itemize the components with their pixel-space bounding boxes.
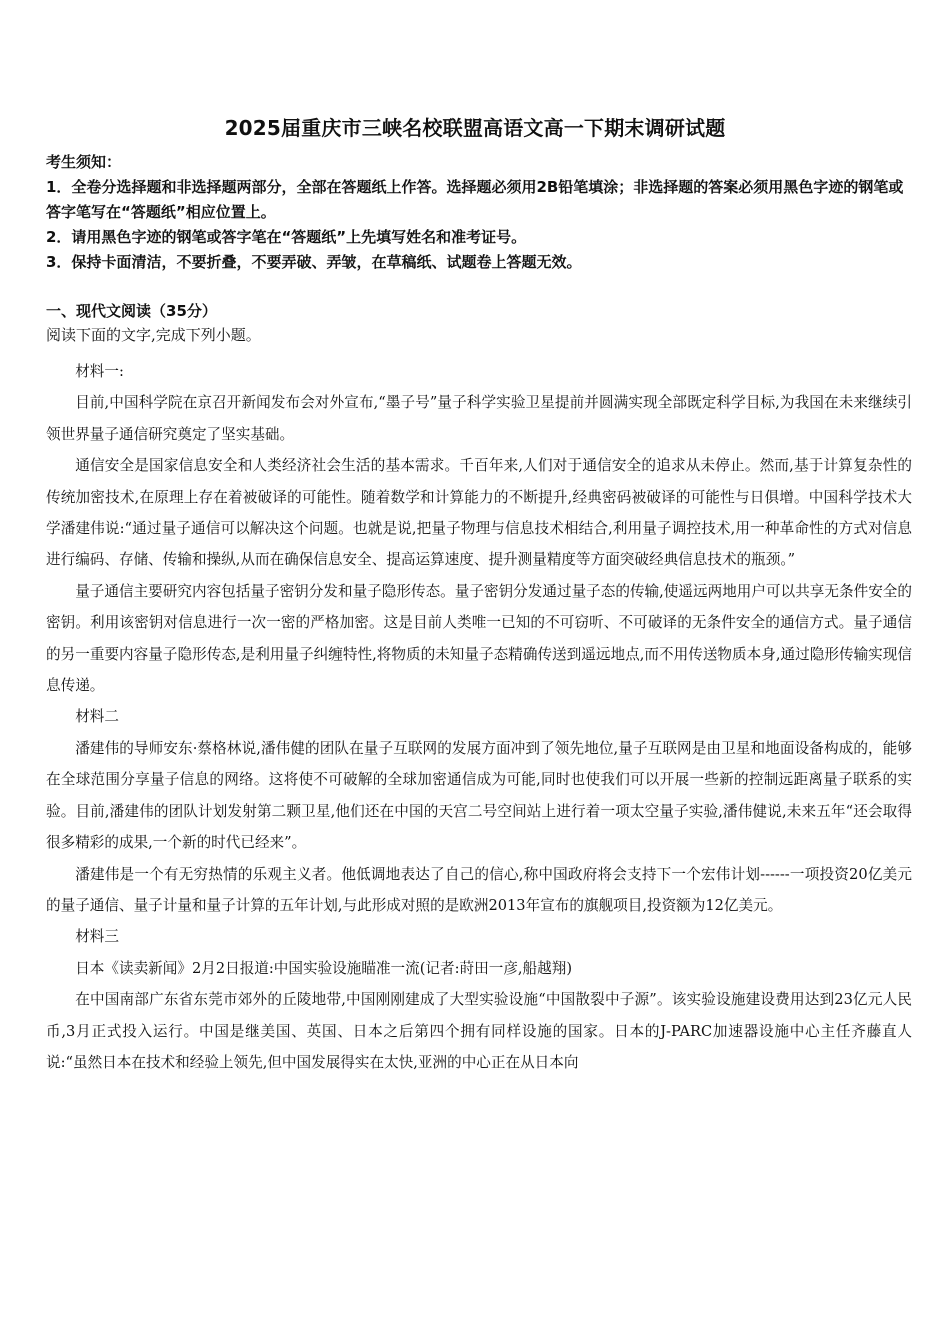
notice-heading: 考生须知： <box>46 153 122 171</box>
notice-item: 2．请用黑色字迹的钢笔或答字笔在“答题纸”上先填写姓名和准考证号。 <box>46 228 527 246</box>
section-heading: 一、现代文阅读（35分） <box>46 302 217 320</box>
reading-passage <box>46 356 912 1078</box>
passage-paragraph: 目前,中国科学院在京召开新闻发布会对外宣布,“墨子号”量子科学实验卫星提前并圆满实现全部既定科学目标,为我国在未来继续引领世界量子通信研究奠定了坚实基础。 <box>46 394 912 443</box>
reading-section <box>46 300 912 347</box>
exam-title: 2025届重庆市三峡名校联盟高语文高一下期末调研试题 <box>224 116 726 140</box>
passage-label: 材料一: <box>75 363 124 380</box>
passage-paragraph: 在中国南部广东省东莞市郊外的丘陵地带,中国刚刚建成了大型实验设施“中国散裂中子源”。该实验设施建设费用达到23亿元人民币,3月正式投入运行。中国是继美国、英国、日本之后第四个拥有同样设施的国家。日本的J-PARC加速器设施中心主任齐藤直人说:“虽然日本在技术和经验上领先,但中国发展得实在太快,亚洲的中心正在从日本向 <box>46 991 912 1071</box>
passage-label: 材料二 <box>75 708 119 726</box>
passage-paragraph: 通信安全是国家信息安全和人类经济社会生活的基本需求。千百年来,人们对于通信安全的追求从未停止。然而,基于计算复杂性的传统加密技术,在原理上存在着被破译的可能性。随着数学和计算能力的不断提升,经典密码被破译的可能性与日俱增。中国科学技术大学潘建伟说:“通过量子通信可以解决这个问题。也就是说,把量子物理与信息技术相结合,利用量子调控技术,用一种革命性的方式对信息进行编码、存储、传输和操纵,从而在确保信息安全、提高运算速度、提升测量精度等方面突破经典信息技术的瓶颈。” <box>46 457 912 569</box>
passage-paragraph: 量子通信主要研究内容包括量子密钥分发和量子隐形传态。量子密钥分发通过量子态的传输,使遥远两地用户可以共享无条件安全的密钥。利用该密钥对信息进行一次一密的严格加密。这是目前人类唯一已知的不可窃听、不可破译的无条件安全的通信方式。量子通信的另一重要内容量子隐形传态,是利用量子纠缠特性,将物质的未知量子态精确传送到遥远地点,而不用传送物质本身,通过隐形传输实现信息传递。 <box>46 582 912 695</box>
notice-item: 3．保持卡面清洁，不要折叠，不要弄破、弄皱，在草稿纸、试题卷上答题无效。 <box>46 253 582 271</box>
candidate-notice <box>46 150 912 275</box>
notice-item: 1．全卷分选择题和非选择题两部分，全部在答题纸上作答。选择题必须用2B铅笔填涂；非选择题的答案必须用黑色字迹的钢笔或答字笔写在“答题纸”相应位置上。 <box>46 178 904 221</box>
passage-label: 材料三 <box>75 928 119 946</box>
section-instruction: 阅读下面的文字,完成下列小题。 <box>46 326 261 344</box>
passage-paragraph: 潘建伟的导师安东·蔡格林说,潘伟健的团队在量子互联网的发展方面冲到了领先地位,量子互联网是由卫星和地面设备构成的，能够在全球范围分享量子信息的网络。这将使不可破解的全球加密通信成为可能,同时也使我们可以开展一些新的控制远距离量子联系的实验。目前,潘建伟的团队计划发射第二颗卫星,他们还在中国的天宫二号空间站上进行着一项太空量子实验,潘伟健说,未来五年“还会取得很多精彩的成果,一个新的时代已经来”。 <box>46 739 912 852</box>
passage-source: 日本《读卖新闻》2月2日报道:中国实验设施瞄准一流(记者:莳田一彦,船越翔) <box>75 959 573 977</box>
passage-paragraph: 潘建伟是一个有无穷热情的乐观主义者。他低调地表达了自己的信心,称中国政府将会支持下一个宏伟计划------一项投资20亿美元的量子通信、量子计量和量子计算的五年计划,与此形成对照的是欧洲2013年宣布的旗舰项目,投资额为12亿美元。 <box>46 865 912 914</box>
